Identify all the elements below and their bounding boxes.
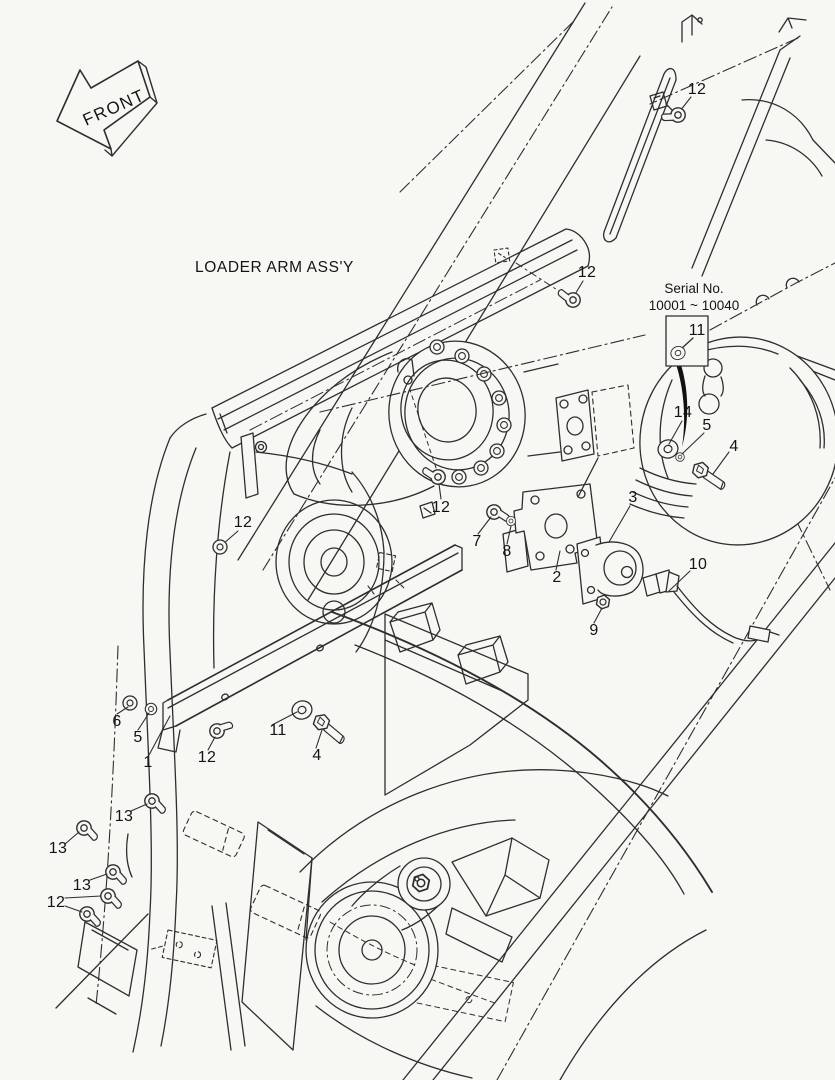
flange-bolt-icon (452, 470, 466, 484)
callout-leader-lines (65, 97, 729, 912)
part-number-callout: 13 (114, 808, 134, 825)
part-number-callout: 13 (72, 877, 92, 894)
washer-icon (145, 703, 156, 714)
washer-icon (213, 540, 227, 554)
flange-bolt-icon (455, 349, 469, 363)
flange-bolt-icon (490, 444, 504, 458)
part-number-callout: 9 (589, 622, 599, 639)
solenoid-and-sensor (577, 537, 779, 643)
part-number-callout: 5 (702, 417, 712, 434)
flange-bolt-icon (492, 391, 506, 405)
part-number-callout: 12 (233, 514, 253, 531)
part-number-callout: 1 (143, 754, 153, 771)
washer-icon (506, 516, 515, 525)
serial-boxed-part-number: 11 (688, 322, 706, 339)
part-number-callout: 2 (552, 569, 562, 586)
part-number-callout: 14 (673, 404, 693, 421)
part-number-callout: 4 (312, 747, 322, 764)
lower-hub-lever (242, 822, 450, 1050)
part-number-callout: 12 (577, 264, 597, 281)
socket-bolt-icon (555, 288, 582, 310)
front-direction-arrow (57, 61, 157, 156)
flat-washer-icon (290, 698, 315, 721)
boom-pivot-hub (241, 433, 404, 652)
socket-bolt-icon (98, 886, 126, 910)
part-number-callout: 5 (133, 729, 143, 746)
socket-bolt-icon (660, 106, 687, 128)
serial-note-line2: 10001 ~ 10040 (648, 298, 740, 313)
part-number-callout: 6 (112, 713, 122, 730)
right-drum (626, 324, 835, 558)
front-label: FRONT (79, 85, 148, 130)
part-number-callout: 8 (502, 543, 512, 560)
part-number-callout: 7 (472, 533, 482, 550)
part-number-callout: 10 (688, 556, 708, 573)
serial-note-line1: Serial No. (664, 281, 724, 296)
part-number-callout: 11 (269, 722, 287, 739)
part-number-callout: 12 (46, 894, 66, 911)
flange-bolt-icon (474, 461, 488, 475)
gusset-wedge-stops (385, 603, 528, 795)
part-number-callout: 12 (431, 499, 451, 516)
washer-icon (676, 453, 685, 462)
socket-bolt-icon (74, 818, 102, 842)
hex-bolt-icon (310, 712, 350, 745)
flange-bolt-icon (430, 340, 444, 354)
part-number-callout: 13 (48, 840, 68, 857)
frame-notch-glyph (682, 15, 806, 42)
socket-bolt-icon (142, 791, 170, 815)
top-cover-strip (604, 69, 676, 242)
flange-bolt-icon (497, 418, 511, 432)
part-number-callout: 4 (729, 438, 739, 455)
part-number-callout: 12 (197, 749, 217, 766)
part-number-callout: 12 (687, 81, 707, 98)
assembly-title: LOADER ARM ASS'Y (195, 259, 354, 276)
washer-icon (123, 696, 137, 710)
socket-bolt-icon (207, 716, 234, 741)
part-number-callout: 3 (628, 489, 638, 506)
